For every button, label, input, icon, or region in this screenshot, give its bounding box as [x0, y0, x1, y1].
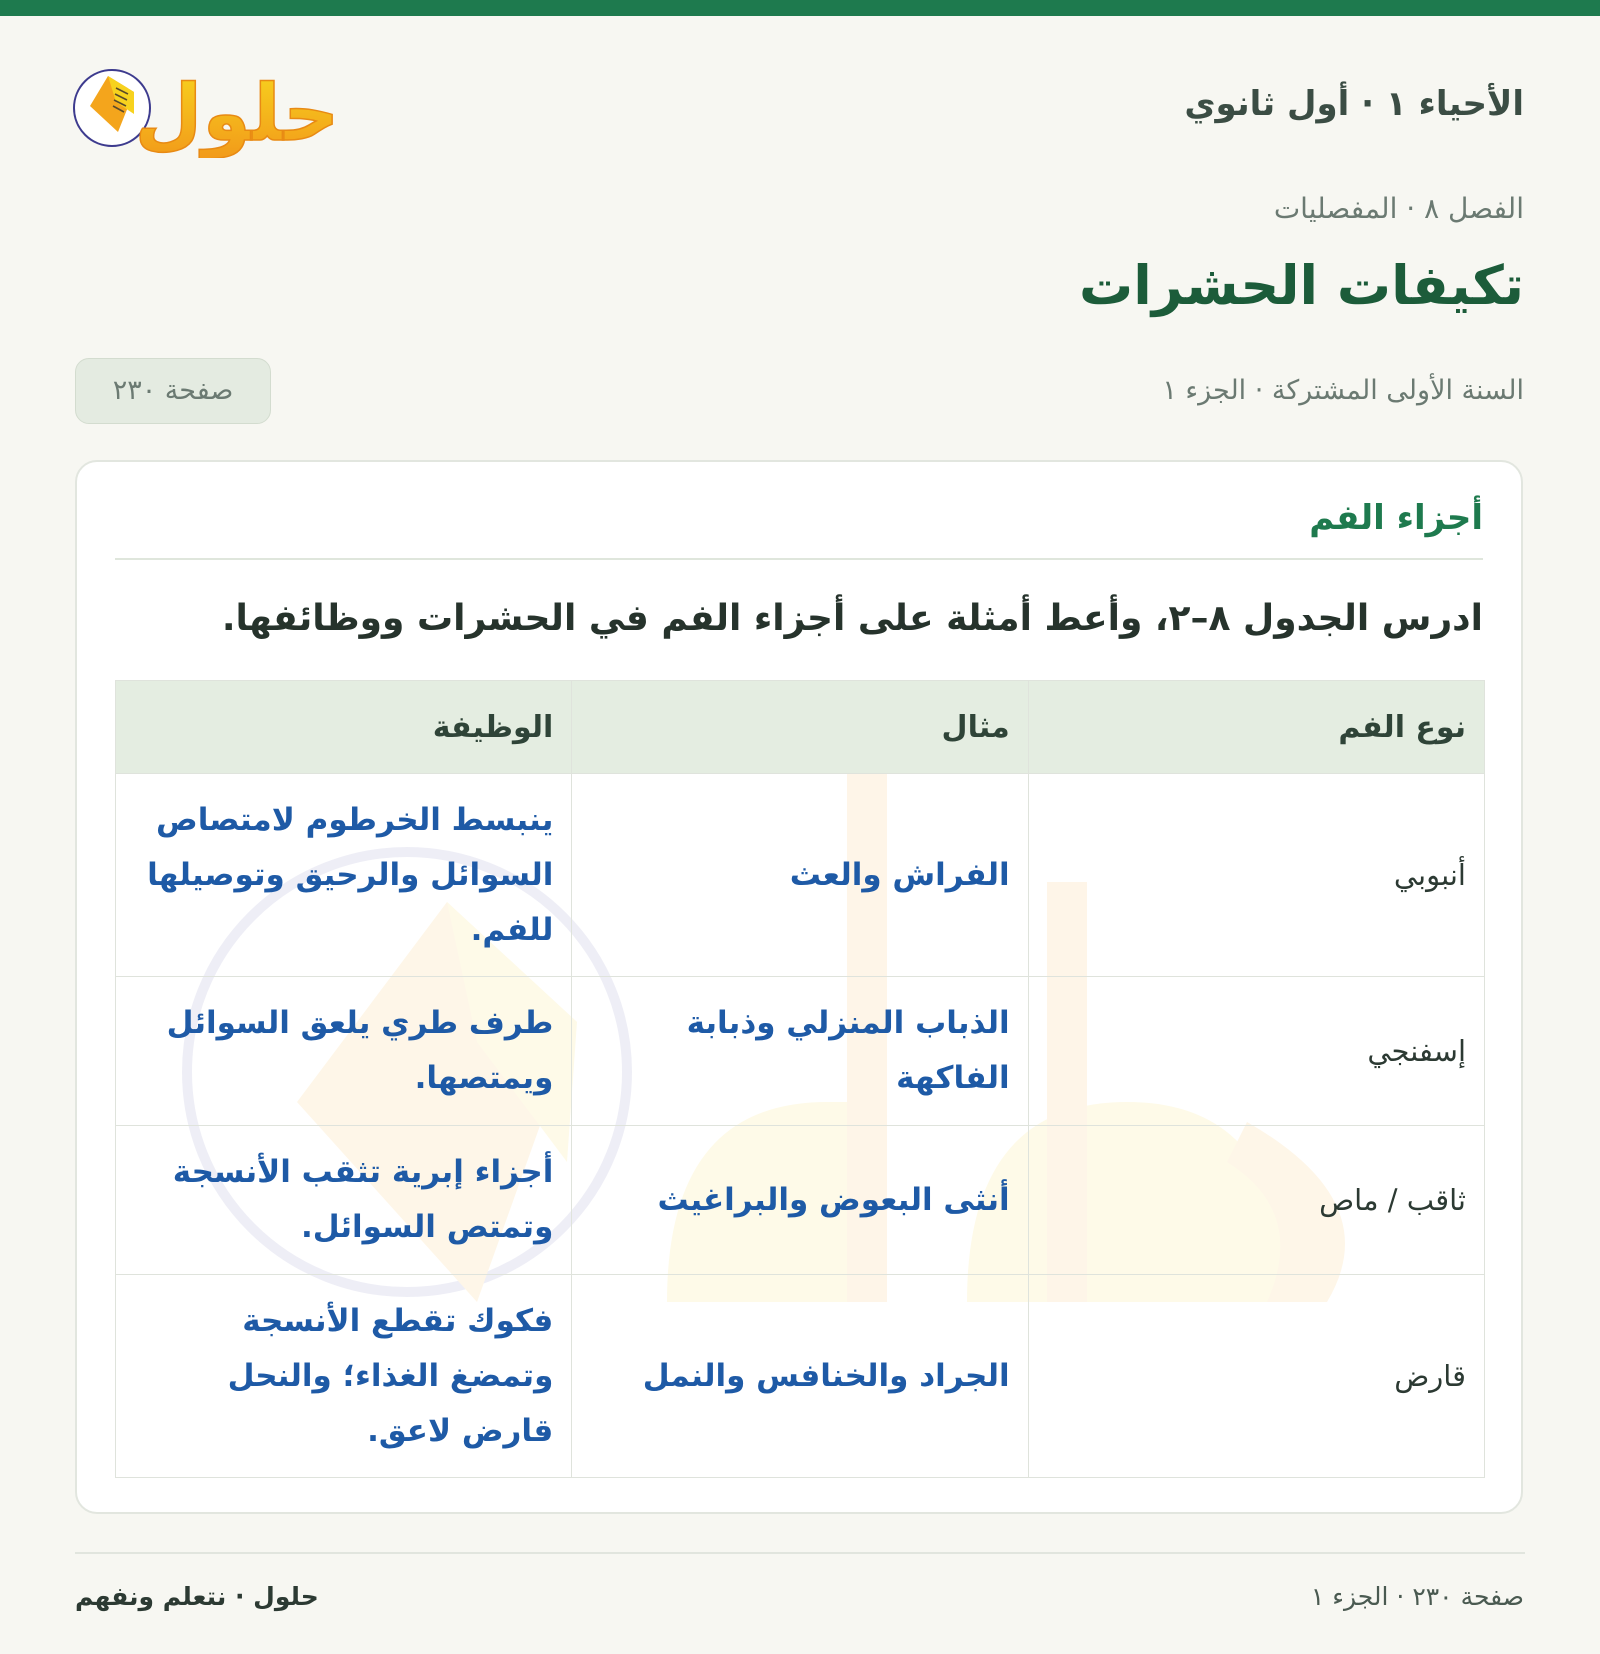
footer-brand: حلول · نتعلم ونفهم — [75, 1582, 319, 1611]
cell-example: الفراش والعث — [572, 774, 1028, 977]
cell-example: الذباب المنزلي وذبابة الفاكهة — [572, 977, 1028, 1126]
header-function: الوظيفة — [116, 681, 572, 774]
footer-divider — [75, 1552, 1525, 1554]
table-row — [116, 1275, 1485, 1478]
cell-mouth-type: ثاقب / ماص — [1028, 1126, 1484, 1275]
book-subtitle: السنة الأولى المشتركة · الجزء ١ — [1162, 375, 1524, 406]
cell-function: ينبسط الخرطوم لامتصاص السوائل والرحيق وتوصيلها للفم. — [116, 774, 572, 977]
footer-page-info: صفحة ٢٣٠ · الجزء ١ — [1310, 1582, 1524, 1611]
mouthparts-table — [115, 680, 1485, 1478]
content-card — [75, 460, 1523, 1514]
chapter-label: الفصل ٨ · المفصليات — [1273, 192, 1524, 225]
table-header-row — [116, 681, 1485, 774]
page-badge: صفحة ٢٣٠ — [75, 358, 271, 424]
cell-function: فكوك تقطع الأنسجة وتمضغ الغذاء؛ والنحل قارض لاعق. — [116, 1275, 572, 1478]
table-row — [116, 977, 1485, 1126]
subject-title: الأحياء ١ · أول ثانوي — [1184, 84, 1524, 124]
header-mouth-type: نوع الفم — [1028, 681, 1484, 774]
cell-function: طرف طري يلعق السوائل ويمتصها. — [116, 977, 572, 1126]
question-text: ادرس الجدول ٨–٢، وأعط أمثلة على أجزاء الفم في الحشرات ووظائفها. — [221, 598, 1483, 639]
lesson-title: تكيفات الحشرات — [1079, 254, 1524, 317]
table-row — [116, 774, 1485, 977]
hulul-logo — [72, 48, 342, 158]
cell-mouth-type: أنبوبي — [1028, 774, 1484, 977]
cell-mouth-type: إسفنجي — [1028, 977, 1484, 1126]
cell-example: أنثى البعوض والبراغيث — [572, 1126, 1028, 1275]
cell-example: الجراد والخنافس والنمل — [572, 1275, 1028, 1478]
cell-function: أجزاء إبرية تثقب الأنسجة وتمتص السوائل. — [116, 1126, 572, 1275]
section-divider — [115, 558, 1483, 560]
logo-text: حلول — [134, 69, 340, 158]
header-example: مثال — [572, 681, 1028, 774]
section-title: أجزاء الفم — [1309, 498, 1483, 538]
table-row — [116, 1126, 1485, 1275]
top-accent-bar — [0, 0, 1600, 16]
cell-mouth-type: قارض — [1028, 1275, 1484, 1478]
